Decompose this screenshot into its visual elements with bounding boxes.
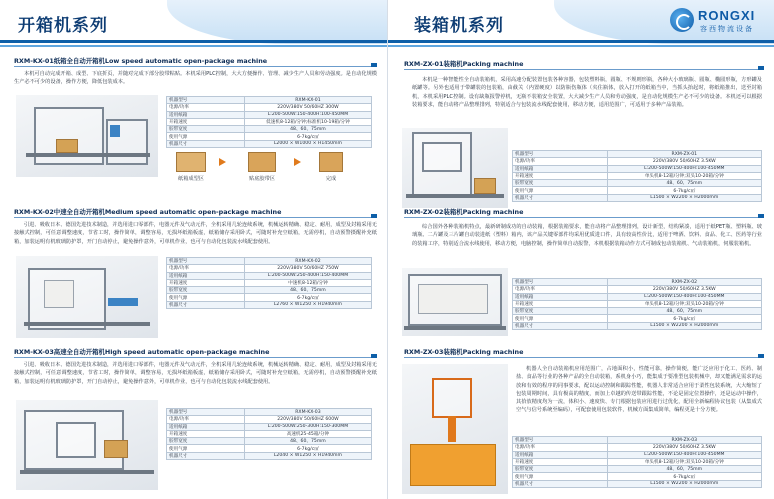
spec-value: L2000 × W1000 × H1450mm: [244, 140, 371, 147]
spec-row: [513, 480, 762, 487]
spec-table-zx-02: [512, 278, 762, 330]
right-page: [387, 0, 774, 499]
section-zx-02: [404, 206, 764, 220]
spec-row: [167, 140, 372, 147]
spec-key: 机器尺寸: [513, 322, 608, 329]
spec-row: [167, 133, 372, 140]
spec-value: L2040 × W1250 × H1940mm: [244, 452, 371, 459]
spec-row: [513, 437, 762, 444]
spec-row: [513, 293, 762, 300]
spec-value: 6-7kg/c㎡: [607, 473, 761, 480]
section-description: 本机可自动完成开箱、成型、下底折页，并随对完成下部分胶带粘贴。本机采用PLC控制，大大方便操作、管理、减少生产人员和劳动强度。是自动化规模生产必不可少的设备，操作方便，降低包装成本。: [14, 71, 377, 86]
spec-value: RXM-ZX-03: [607, 437, 761, 444]
machine-photo-kx-02: [16, 256, 158, 338]
spec-key: 开箱速度: [513, 300, 608, 307]
section-description: 引进、吸收日本、德国先进技术制造，并选用进口零部件，电器元件及气动元件，全机采用几轮连续系统，机械运转精确、稳定、耐用，成型及封箱采用无接触式控制，可任意调整速度，节省工时，操作简单，调整容易，无损坏纸箱板虚，纸箱储存采用卧式，可随时补充空纸箱，无需停机，自动预警摄醒补充纸箱，加装运明有机玻璃防护罩，开门自动停止，避免操作意外，可单机作业，也可与自动化包装流水线配套使用。: [14, 222, 377, 245]
spec-row: [513, 473, 762, 480]
brand-name-cn: 容西物流设备: [700, 25, 754, 33]
spec-row: [167, 445, 372, 452]
spec-value: 高速机25-45箱/分钟: [244, 430, 371, 437]
spec-value: 6-7kg/c㎡: [607, 187, 761, 194]
right-page-title: 装箱机系列: [414, 16, 504, 36]
spec-row: [513, 308, 762, 315]
spec-key: 适用纸箱: [167, 111, 245, 118]
spec-key: 机器尺寸: [167, 140, 245, 147]
spec-key: 开箱速度: [167, 279, 245, 286]
spec-row: [167, 423, 372, 430]
spec-row: [167, 104, 372, 111]
spec-key: 开箱速度: [513, 458, 608, 465]
spec-table-kx-03: [166, 408, 372, 460]
spec-key: 使用气源: [513, 473, 608, 480]
spec-key: 电源/功率: [513, 286, 608, 293]
spec-row: [513, 315, 762, 322]
spec-row: [513, 279, 762, 286]
spec-key: 胶带宽度: [513, 466, 608, 473]
spec-key: 机器型号: [167, 258, 245, 265]
spec-row: [167, 272, 372, 279]
machine-photo-zx-01: [402, 128, 508, 208]
spec-key: 胶带宽度: [167, 287, 245, 294]
process-steps: [166, 152, 372, 192]
spec-row: [167, 118, 372, 125]
spec-row: [513, 451, 762, 458]
section-heading: RXM-KX-03高速全自动开箱机High speed automatic open-package machine: [14, 348, 270, 356]
spec-key: 适用纸箱: [513, 451, 608, 458]
step-box-forming: 纸箱成型区: [166, 152, 216, 182]
spec-value: 6-7kg/c㎡: [607, 315, 761, 322]
spec-value: L1500 × W2200 × H2000mm: [607, 480, 761, 487]
spec-value: 单头机8-12箱/分钟;双头10-20箱/分钟: [607, 172, 761, 179]
step-finished: 完成: [306, 152, 356, 182]
spec-value: 48、60、75mm: [607, 180, 761, 187]
spec-row: [513, 286, 762, 293]
spec-row: [513, 466, 762, 473]
spec-key: 电源/功率: [513, 158, 608, 165]
spec-key: 电源/功率: [167, 416, 245, 423]
section-heading: RXM-ZX-02装箱机Packing machine: [404, 208, 524, 216]
spec-value: RXM-KX-03: [244, 409, 371, 416]
spec-value: 220V/380V 50/60HZ 3.5KW: [607, 158, 761, 165]
brand-name-en: RONGXI: [698, 8, 756, 23]
spec-row: [167, 258, 372, 265]
spec-key: 使用气源: [513, 315, 608, 322]
spec-key: 电源/功率: [167, 104, 245, 111]
spec-table-zx-01: [512, 150, 762, 202]
section-description: 本机是一种智能性全自动装箱机，采用高速分配装置包装各种容器，包装塑料瓶，圆瓶、不规则形瓶，各种大小玻璃瓶、圆瓶、椭圆形瓶，方形罐及纸罐等。另外也适用于带罐装的包装箱，由截关（内置硬度）以防瓶伤瓶体（夹住瓶体，放入打开的纸箱当中，当抓头抬起时，将纸箱推出，送至封箱机，本机采用PLC控制。设有缺瓶报警停机，无瓶不装箱安全装置，大大减少生产人员和劳动强度，是自动化规模生产必不可少的设备。本机还可以根据装箱要求，能自动将产品整理排列，特别适合与包装流水线配套使用，移动方便，适用范围广，可适用于多种产品装箱。: [412, 77, 762, 108]
spec-value: 单头机8-12箱/分钟;双头10-20箱/分钟: [607, 458, 761, 465]
section-kx-02: [14, 206, 377, 256]
section-kx-03: [14, 346, 377, 396]
spec-key: 机器尺寸: [513, 480, 608, 487]
spec-row: [513, 322, 762, 329]
spec-key: 机器尺寸: [167, 301, 245, 308]
spec-key: 胶带宽度: [167, 438, 245, 445]
spec-value: 48、60、75mm: [607, 466, 761, 473]
spec-key: 使用气源: [167, 294, 245, 301]
spec-value: 48、60、75mm: [607, 308, 761, 315]
spec-key: 电源/功率: [513, 444, 608, 451]
left-page-title: 开箱机系列: [18, 16, 108, 36]
spec-table-kx-02: [166, 257, 372, 309]
spec-value: L:200-500W:250-400H:150-400MM: [244, 272, 371, 279]
section-heading: RXM-ZX-03装箱机Packing machine: [404, 348, 524, 356]
spec-key: 使用气源: [167, 133, 245, 140]
spec-value: 48、60、75mm: [244, 126, 371, 133]
spec-key: 适用纸箱: [167, 272, 245, 279]
spec-value: 单头机8-12箱/分钟;双头10-20箱/分钟: [607, 300, 761, 307]
spec-key: 机器型号: [513, 151, 608, 158]
spec-key: 适用纸箱: [167, 423, 245, 430]
spec-key: 机器型号: [167, 409, 245, 416]
logo-icon: [670, 8, 694, 32]
spec-value: 中速机8-12箱/分钟: [244, 279, 371, 286]
spec-value: 220V/380V 50/60HZ 300W: [244, 104, 371, 111]
spec-row: [167, 265, 372, 272]
spec-row: [167, 126, 372, 133]
spec-row: [167, 409, 372, 416]
spec-row: [513, 165, 762, 172]
spec-row: [167, 294, 372, 301]
spec-key: 机器型号: [513, 437, 608, 444]
spec-value: RXM-ZX-02: [607, 279, 761, 286]
spec-row: [167, 416, 372, 423]
spec-key: 电源/功率: [167, 265, 245, 272]
spec-value: L:200-500W:150-400H:100-450MM: [607, 293, 761, 300]
section-zx-03: [404, 346, 764, 360]
spec-value: L1500 × W2200 × H2000mm: [607, 322, 761, 329]
spec-key: 使用气源: [167, 445, 245, 452]
spec-value: 220V/380V 50/60HZ 600W: [244, 416, 371, 423]
spec-key: 胶带宽度: [513, 180, 608, 187]
spec-table-zx-03: [512, 436, 762, 488]
spec-value: L:200-500W:150-400H:100-450MM: [607, 451, 761, 458]
spec-value: L:200-500W:150-400H:100-450MM: [244, 111, 371, 118]
spec-value: RXM-KX-01: [244, 97, 371, 104]
spec-key: 机器尺寸: [513, 194, 608, 201]
spec-row: [513, 300, 762, 307]
step-bottom-taping: 贴底胶带区: [232, 152, 292, 182]
spec-key: 机器型号: [513, 279, 608, 286]
spec-row: [167, 438, 372, 445]
spec-value: L1500 × W2200 × H2000mm: [607, 194, 761, 201]
spec-row: [513, 444, 762, 451]
spec-value: L:200-500W:150-400H:100-450MM: [607, 165, 761, 172]
spec-value: RXM-ZX-01: [607, 151, 761, 158]
section-heading: RXM-KX-02中速全自动开箱机Medium speed automatic open-package machine: [14, 208, 282, 216]
spec-value: 低速机8-12箱/分钟;标准机10-19箱/分钟: [244, 118, 371, 125]
spec-key: 使用气源: [513, 187, 608, 194]
spec-value: RXM-KX-02: [244, 258, 371, 265]
spec-row: [167, 97, 372, 104]
spec-row: [513, 172, 762, 179]
spec-row: [513, 458, 762, 465]
spec-key: 适用纸箱: [513, 165, 608, 172]
spec-value: 6-7kg/c㎡: [244, 294, 371, 301]
spec-value: 220V/380V 50/60HZ 750W: [244, 265, 371, 272]
spec-row: [167, 279, 372, 286]
spec-key: 胶带宽度: [167, 126, 245, 133]
spec-value: 220V/380V 50/60HZ 3.5KW: [607, 444, 761, 451]
spec-row: [513, 194, 762, 201]
spec-table-kx-01: [166, 96, 372, 148]
left-header-band: [0, 0, 387, 50]
spec-row: [167, 430, 372, 437]
spec-key: 胶带宽度: [513, 308, 608, 315]
section-description: 综合国外各种装箱机特点，最新研制成功的自动装箱，根据装箱要求，能自动将产品整理排列，设计新型，结构紧凑，适用于纸PET瓶、塑料瓶、玻璃瓶、二片罐及三片罐自动装进纸（塑料）箱内，该产品关键零部件均采用优质进口件，具有较高性价比，适用于啤酒、饮料、食品、化工、医药等行业的装箱工序，特别适合流水线使用，移动方便，电脑控制，操作简单自动报警，本机根据装箱动作方式可制成包动装箱机、气动装箱机，伺服装箱机。: [412, 224, 762, 247]
spec-row: [513, 151, 762, 158]
section-description: 机器人全自动装箱机应用范围广，占地面积小，性能可靠，操作简便，能广泛应用于化工、医药、制盐、食品等行业的各种产品的全自动装箱，系机身小巧，能集成于要准型包装机械中，却又能满足需求的运放和有效的程序的同事要求，配以运动控制和跟踪性能，机器人非常适合应用于柔性包装系统，大大缩短了包装周期时间，具有极高的精度，而加上卓越的传送带跟踪性能，不论是固定位置操作，还是运动中操作，其拾放精度均为一流，体积小、速度快、专门根据包装应用进行过优化，配用全新编程协议包装（从集成式空气与信号系统至编码），可配套使用包装软件，机械方面集成简单，编程更是十分方便。: [516, 366, 762, 414]
spec-key: 开箱速度: [513, 172, 608, 179]
machine-photo-kx-03: [16, 400, 158, 490]
spec-row: [167, 452, 372, 459]
spec-row: [167, 301, 372, 308]
section-heading: RXM-ZX-01装箱机Packing machine: [404, 60, 524, 68]
spec-value: 48、60、75mm: [244, 438, 371, 445]
spec-key: 开箱速度: [167, 430, 245, 437]
machine-photo-kx-01: [16, 95, 158, 177]
spec-row: [513, 158, 762, 165]
right-header-band: [388, 0, 774, 50]
section-description: 引进、吸收日本、德国先进技术制造，并选用进口零部件，电器元件及气动元件，全机采用几轮连续系统，机械运转精确、稳定、耐用，成型及封箱采用无接触式控制，可任意调整速度，节省工时，操作简单，调整容易，无损坏纸箱板虚，纸箱储存采用卧式，可随时补充空纸箱，无需停机，自动预警摄醒补充纸箱，加装运明有机玻璃防护罩，开门自动停止，避免操作意外，可单机作业，也可与自动化包装流水线配套使用。: [14, 362, 377, 385]
spec-value: L2760 × W1250 × H1940mm: [244, 301, 371, 308]
spec-value: 6-7kg/c㎡: [244, 445, 371, 452]
spec-key: 机器尺寸: [167, 452, 245, 459]
brand-logo: [670, 6, 760, 40]
spec-value: 48、60、75mm: [244, 287, 371, 294]
machine-photo-zx-02: [402, 268, 508, 336]
spec-key: 机器型号: [167, 97, 245, 104]
spec-value: L:200-500W:250-300H:150-300MM: [244, 423, 371, 430]
spec-row: [167, 111, 372, 118]
robot-photo-zx-03: [402, 364, 508, 494]
spec-row: [167, 287, 372, 294]
spec-key: 开箱速度: [167, 118, 245, 125]
spec-value: 220V/380V 50/60HZ 3.5KW: [607, 286, 761, 293]
spec-key: 适用纸箱: [513, 293, 608, 300]
section-heading: RXM-KX-01纸箱全自动开箱机Low speed automatic open-package machine: [14, 57, 268, 65]
spec-row: [513, 187, 762, 194]
spec-row: [513, 180, 762, 187]
spec-value: 6-7kg/c㎡: [244, 133, 371, 140]
